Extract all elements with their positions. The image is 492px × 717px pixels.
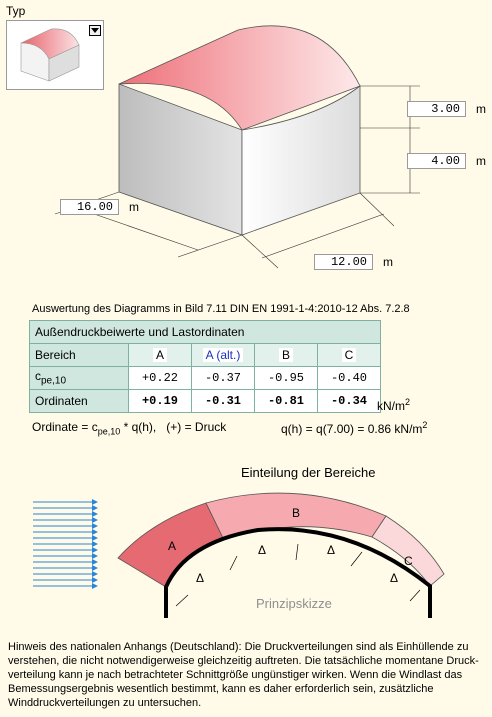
wind-arrows [33, 502, 97, 586]
velocity-pressure: q(h) = q(7.00) = 0.86 $kN/m^2$ [281, 420, 428, 436]
wall-height-unit: m [476, 154, 486, 168]
roof-height-input[interactable]: 3.00 [407, 101, 466, 117]
ordinate-b: -0.81 [255, 390, 318, 413]
region-c-label: C [404, 554, 413, 568]
zone-diagram [0, 480, 492, 630]
cpe-b: -0.95 [255, 367, 318, 390]
header-label: Bereich [30, 344, 129, 367]
pressure-coefficient-table [29, 320, 381, 413]
typ-label: Typ [6, 4, 26, 18]
length-input[interactable]: 16.00 [60, 199, 119, 215]
national-annex-note: Hinweis des nationalen Anhangs (Deutschland): Die Druckverteilungen sind als Einhüllende zu verstehen, die nicht notwendigerweise gleichzeitig auftreten. Die tatsächliche momentane Druck- verteilung kann je nach betrachteter Schnittgröße ungünstiger wirken. Wenn die Windlast das Bemessungsergebnis wesentlich bestimmt, kann es daher erforderlich sein, zusätzliche Winddruckverteilungen zu untersuchen. [8, 641, 479, 709]
col-header-b: B [255, 344, 318, 367]
delta-mark-4: Δ [390, 571, 399, 585]
ordinate-unit: $kN/m^2$ [377, 397, 411, 413]
length-unit: m [129, 200, 139, 214]
wall-height-input[interactable]: 4.00 [407, 153, 466, 169]
col-header-c: C [318, 344, 381, 367]
roof-height-unit: m [476, 102, 486, 116]
building-3d-illustration [0, 0, 492, 300]
width-unit: m [383, 255, 393, 269]
cpe-a-alt: -0.37 [192, 367, 255, 390]
ordinate-a: +0.19 [129, 390, 192, 413]
col-header-a: A [129, 344, 192, 367]
table-title: Außendruckbeiwerte und Lastordinaten [30, 321, 381, 344]
row-label-cpe: $c_{pe,10}$ [30, 367, 129, 390]
region-b-label: B [292, 506, 301, 520]
diagram-title: Einteilung der Bereiche [241, 465, 376, 480]
ordinate-c: -0.34 [318, 390, 381, 413]
col-header-a-alt: A (alt.) [192, 344, 255, 367]
region-a-label: A [168, 539, 177, 553]
table-row [30, 367, 381, 390]
evaluation-caption: Auswertung des Diagramms in Bild 7.11 DIN EN 1991-1-4:2010-12 Abs. 7.2.8 [32, 303, 410, 315]
ordinate-a-alt: -0.31 [192, 390, 255, 413]
row-label-ordinates: Ordinaten [30, 390, 129, 413]
cpe-a: +0.22 [129, 367, 192, 390]
delta-mark-1: Δ [196, 571, 205, 585]
region-c-shape [372, 516, 444, 586]
table-row [30, 390, 381, 413]
ordinate-formula: Ordinate = $c_{pe,10} * q(h)$, (+) = Druck [32, 420, 227, 437]
width-input[interactable]: 12.00 [314, 254, 373, 270]
delta-mark-3: Δ [327, 543, 336, 557]
cpe-c: -0.40 [318, 367, 381, 390]
delta-mark-2: Δ [258, 543, 267, 557]
sketch-label: Prinzipskizze [256, 596, 332, 611]
